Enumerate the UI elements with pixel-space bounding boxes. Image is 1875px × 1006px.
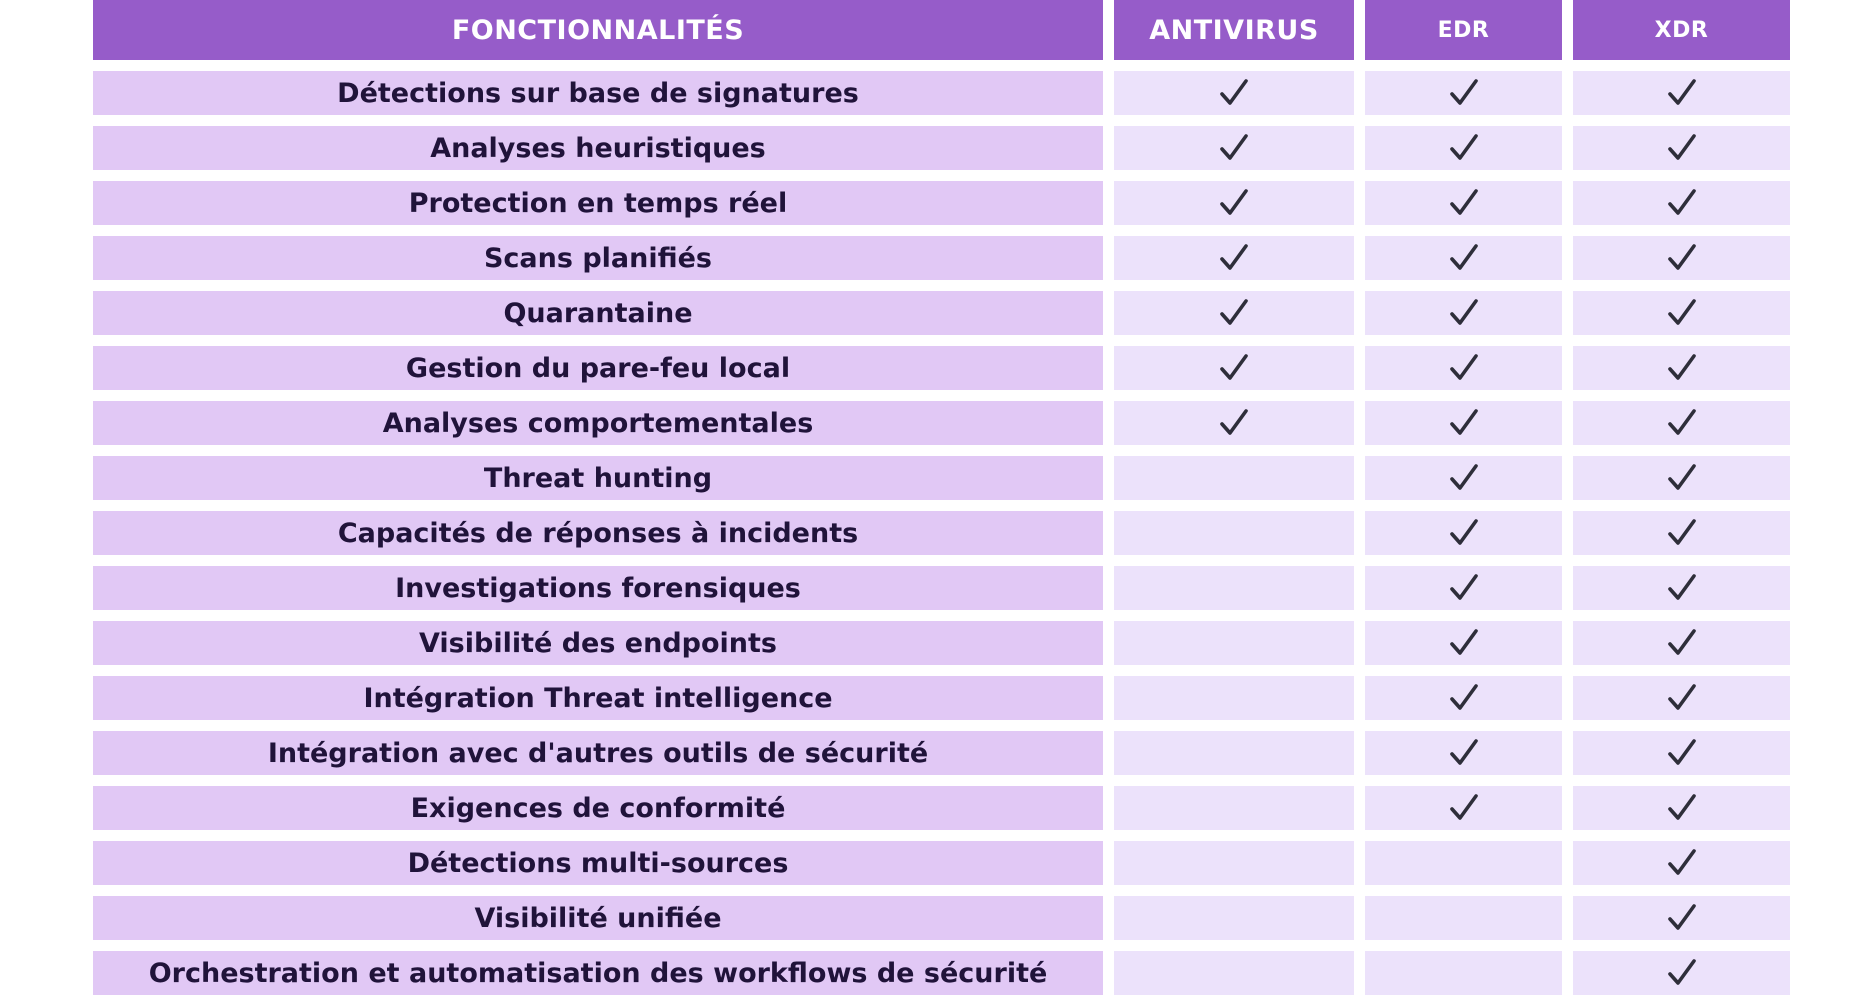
feature-label: Orchestration et automatisation des workflows de sécurité: [93, 951, 1103, 995]
check-icon: [1449, 243, 1479, 273]
edr-cell: [1365, 511, 1562, 555]
feature-label: Exigences de conformité: [93, 786, 1103, 830]
check-icon: [1449, 298, 1479, 328]
header-feature: FONCTIONNALITÉS: [93, 0, 1103, 60]
check-icon: [1449, 463, 1479, 493]
feature-label: Capacités de réponses à incidents: [93, 511, 1103, 555]
check-icon: [1667, 738, 1697, 768]
check-icon: [1667, 903, 1697, 933]
xdr-cell: [1573, 566, 1790, 610]
check-icon: [1449, 683, 1479, 713]
check-icon: [1667, 848, 1697, 878]
table-row: [93, 786, 1790, 830]
table-row: [93, 511, 1790, 555]
table-row: [93, 346, 1790, 390]
xdr-cell: [1573, 786, 1790, 830]
xdr-cell: [1573, 456, 1790, 500]
feature-label: Threat hunting: [93, 456, 1103, 500]
table-row: [93, 291, 1790, 335]
xdr-cell: [1573, 401, 1790, 445]
edr-cell: [1365, 841, 1562, 885]
antivirus-cell: [1114, 236, 1354, 280]
xdr-cell: [1573, 896, 1790, 940]
xdr-cell: [1573, 511, 1790, 555]
check-icon: [1219, 188, 1249, 218]
xdr-cell: [1573, 181, 1790, 225]
check-icon: [1449, 518, 1479, 548]
edr-cell: [1365, 676, 1562, 720]
table-row: [93, 731, 1790, 775]
table-row: [93, 181, 1790, 225]
check-icon: [1219, 133, 1249, 163]
antivirus-cell: [1114, 676, 1354, 720]
check-icon: [1667, 133, 1697, 163]
antivirus-cell: [1114, 71, 1354, 115]
edr-cell: [1365, 346, 1562, 390]
table-body: [93, 71, 1790, 995]
edr-cell: [1365, 731, 1562, 775]
edr-cell: [1365, 786, 1562, 830]
check-icon: [1219, 243, 1249, 273]
feature-label: Intégration avec d'autres outils de sécurité: [93, 731, 1103, 775]
table-row: [93, 71, 1790, 115]
check-icon: [1449, 188, 1479, 218]
edr-cell: [1365, 566, 1562, 610]
check-icon: [1667, 298, 1697, 328]
check-icon: [1449, 738, 1479, 768]
xdr-cell: [1573, 621, 1790, 665]
antivirus-cell: [1114, 126, 1354, 170]
antivirus-cell: [1114, 401, 1354, 445]
check-icon: [1219, 408, 1249, 438]
check-icon: [1449, 353, 1479, 383]
edr-cell: [1365, 621, 1562, 665]
table-row: [93, 401, 1790, 445]
feature-label: Quarantaine: [93, 291, 1103, 335]
check-icon: [1667, 683, 1697, 713]
table-row: [93, 566, 1790, 610]
antivirus-cell: [1114, 951, 1354, 995]
check-icon: [1449, 78, 1479, 108]
check-icon: [1667, 408, 1697, 438]
header-antivirus: ANTIVIRUS: [1114, 0, 1354, 60]
edr-cell: [1365, 236, 1562, 280]
antivirus-cell: [1114, 566, 1354, 610]
xdr-cell: [1573, 951, 1790, 995]
edr-cell: [1365, 896, 1562, 940]
antivirus-cell: [1114, 456, 1354, 500]
feature-label: Scans planifiés: [93, 236, 1103, 280]
feature-label: Visibilité des endpoints: [93, 621, 1103, 665]
check-icon: [1449, 133, 1479, 163]
comparison-table: [93, 0, 1790, 1006]
table-row: [93, 621, 1790, 665]
table-row: [93, 126, 1790, 170]
header-xdr: XDR: [1573, 0, 1790, 60]
antivirus-cell: [1114, 731, 1354, 775]
antivirus-cell: [1114, 291, 1354, 335]
xdr-cell: [1573, 236, 1790, 280]
edr-cell: [1365, 456, 1562, 500]
table-row: [93, 841, 1790, 885]
check-icon: [1219, 298, 1249, 328]
check-icon: [1219, 353, 1249, 383]
feature-label: Visibilité unifiée: [93, 896, 1103, 940]
xdr-cell: [1573, 291, 1790, 335]
header-edr: EDR: [1365, 0, 1562, 60]
xdr-cell: [1573, 346, 1790, 390]
feature-label: Détections multi-sources: [93, 841, 1103, 885]
check-icon: [1667, 463, 1697, 493]
xdr-cell: [1573, 71, 1790, 115]
check-icon: [1667, 573, 1697, 603]
edr-cell: [1365, 951, 1562, 995]
edr-cell: [1365, 291, 1562, 335]
check-icon: [1219, 78, 1249, 108]
antivirus-cell: [1114, 181, 1354, 225]
check-icon: [1449, 793, 1479, 823]
check-icon: [1667, 188, 1697, 218]
check-icon: [1667, 78, 1697, 108]
xdr-cell: [1573, 841, 1790, 885]
xdr-cell: [1573, 676, 1790, 720]
feature-label: Protection en temps réel: [93, 181, 1103, 225]
antivirus-cell: [1114, 896, 1354, 940]
table-row: [93, 456, 1790, 500]
feature-label: Gestion du pare-feu local: [93, 346, 1103, 390]
table-row: [93, 676, 1790, 720]
check-icon: [1449, 628, 1479, 658]
check-icon: [1667, 518, 1697, 548]
edr-cell: [1365, 126, 1562, 170]
feature-label: Analyses heuristiques: [93, 126, 1103, 170]
check-icon: [1667, 793, 1697, 823]
antivirus-cell: [1114, 346, 1354, 390]
feature-label: Détections sur base de signatures: [93, 71, 1103, 115]
edr-cell: [1365, 71, 1562, 115]
antivirus-cell: [1114, 841, 1354, 885]
check-icon: [1667, 628, 1697, 658]
check-icon: [1449, 408, 1479, 438]
check-icon: [1449, 573, 1479, 603]
table-row: [93, 951, 1790, 995]
check-icon: [1667, 243, 1697, 273]
table-row: [93, 896, 1790, 940]
check-icon: [1667, 353, 1697, 383]
xdr-cell: [1573, 126, 1790, 170]
antivirus-cell: [1114, 786, 1354, 830]
feature-label: Investigations forensiques: [93, 566, 1103, 610]
antivirus-cell: [1114, 511, 1354, 555]
feature-label: Analyses comportementales: [93, 401, 1103, 445]
xdr-cell: [1573, 731, 1790, 775]
edr-cell: [1365, 401, 1562, 445]
edr-cell: [1365, 181, 1562, 225]
table-row: [93, 236, 1790, 280]
antivirus-cell: [1114, 621, 1354, 665]
feature-label: Intégration Threat intelligence: [93, 676, 1103, 720]
table-header: [93, 0, 1790, 60]
